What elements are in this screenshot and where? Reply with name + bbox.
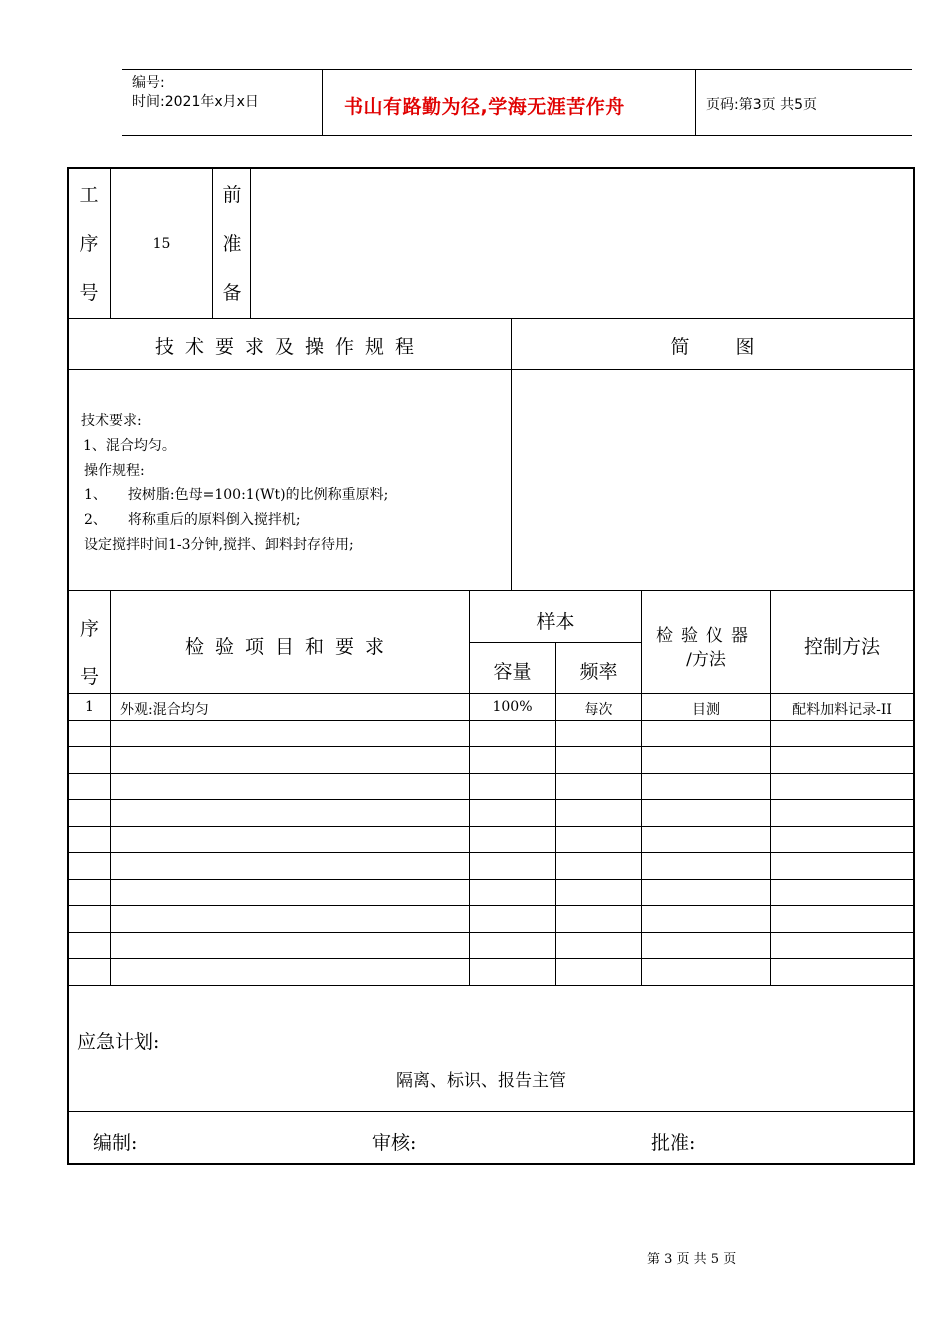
doc-number-label: 编号: (132, 75, 165, 91)
row-divider (68, 958, 914, 959)
row-divider (68, 746, 914, 747)
header-bottom-rule (122, 135, 912, 136)
instrument-header-method: /方法 (686, 650, 726, 670)
row-divider (68, 985, 914, 986)
table-border (913, 167, 915, 1165)
row-divider (68, 318, 914, 319)
doc-time-label: 时间:2021年x月x日 (132, 94, 259, 110)
header-divider (322, 69, 323, 136)
table-border (67, 1163, 915, 1165)
tech-line: 技术要求: (81, 413, 142, 429)
col-divider (469, 591, 470, 985)
page-info: 页码:第3页 共5页 (706, 97, 817, 113)
capacity-header: 容量 (493, 661, 532, 683)
step-label-char: 序 (79, 233, 99, 255)
seq-header-char: 号 (79, 666, 99, 688)
prep-label-char: 备 (222, 282, 242, 304)
row-item: 外观:混合均匀 (120, 702, 209, 718)
instrument-header: 检验仪器 (656, 626, 756, 646)
tech-line: 2、 将称重后的原料倒入搅拌机; (84, 512, 301, 528)
row-capacity: 100% (492, 699, 533, 715)
sketch-title: 简 图 (670, 336, 755, 358)
sketch-area (512, 370, 913, 590)
emergency-plan-label: 应急计划: (77, 1031, 160, 1053)
row-divider (68, 799, 914, 800)
row-divider (68, 720, 914, 721)
reviewed-by-label: 审核: (372, 1132, 417, 1154)
step-label-char: 号 (79, 282, 99, 304)
prepared-by-label: 编制: (93, 1132, 138, 1154)
emergency-plan-content: 隔离、标识、报告主管 (396, 1071, 566, 1091)
header-top-rule (122, 69, 912, 70)
prep-label-char: 前 (222, 184, 242, 206)
row-divider (68, 852, 914, 853)
header-divider (695, 69, 696, 136)
row-divider (68, 905, 914, 906)
step-number-value: 15 (152, 236, 171, 252)
row-divider (68, 590, 914, 591)
preparation-label (212, 171, 252, 318)
row-divider (68, 1111, 914, 1112)
motto: 书山有路勤为径,学海无涯苦作舟 (344, 96, 625, 118)
tech-line: 1、混合均匀。 (83, 438, 176, 454)
tech-line: 1、 按树脂:色母=100:1(Wt)的比例称重原料; (84, 487, 389, 503)
tech-line: 操作规程: (84, 463, 145, 479)
table-border (67, 167, 915, 169)
row-frequency: 每次 (584, 702, 613, 718)
tech-requirements-title: 技术要求及操作规程 (154, 336, 425, 358)
row-divider (68, 932, 914, 933)
row-instrument: 目测 (692, 702, 720, 718)
row-divider (68, 826, 914, 827)
row-divider (68, 879, 914, 880)
sample-header: 样本 (536, 611, 575, 633)
header-bottom-rule (68, 693, 914, 694)
sample-subheader-rule (469, 642, 641, 643)
seq-header-char: 序 (79, 618, 99, 640)
approved-by-label: 批准: (651, 1132, 696, 1154)
step-label-char: 工 (79, 184, 99, 206)
control-method-header: 控制方法 (803, 636, 880, 658)
page-footer: 第 3 页 共 5 页 (647, 1252, 737, 1267)
tech-line: 设定搅拌时间1-3分钟,搅拌、卸料封存待用; (84, 537, 354, 553)
step-number-label (69, 171, 109, 318)
row-control: 配料加料记录-II (792, 702, 892, 718)
frequency-header: 频率 (579, 661, 618, 683)
inspection-item-header: 检验项目和要求 (184, 636, 395, 658)
prep-label-char: 准 (222, 233, 242, 255)
row-seq: 1 (85, 699, 94, 715)
row-divider (68, 773, 914, 774)
seq-header (69, 605, 110, 701)
